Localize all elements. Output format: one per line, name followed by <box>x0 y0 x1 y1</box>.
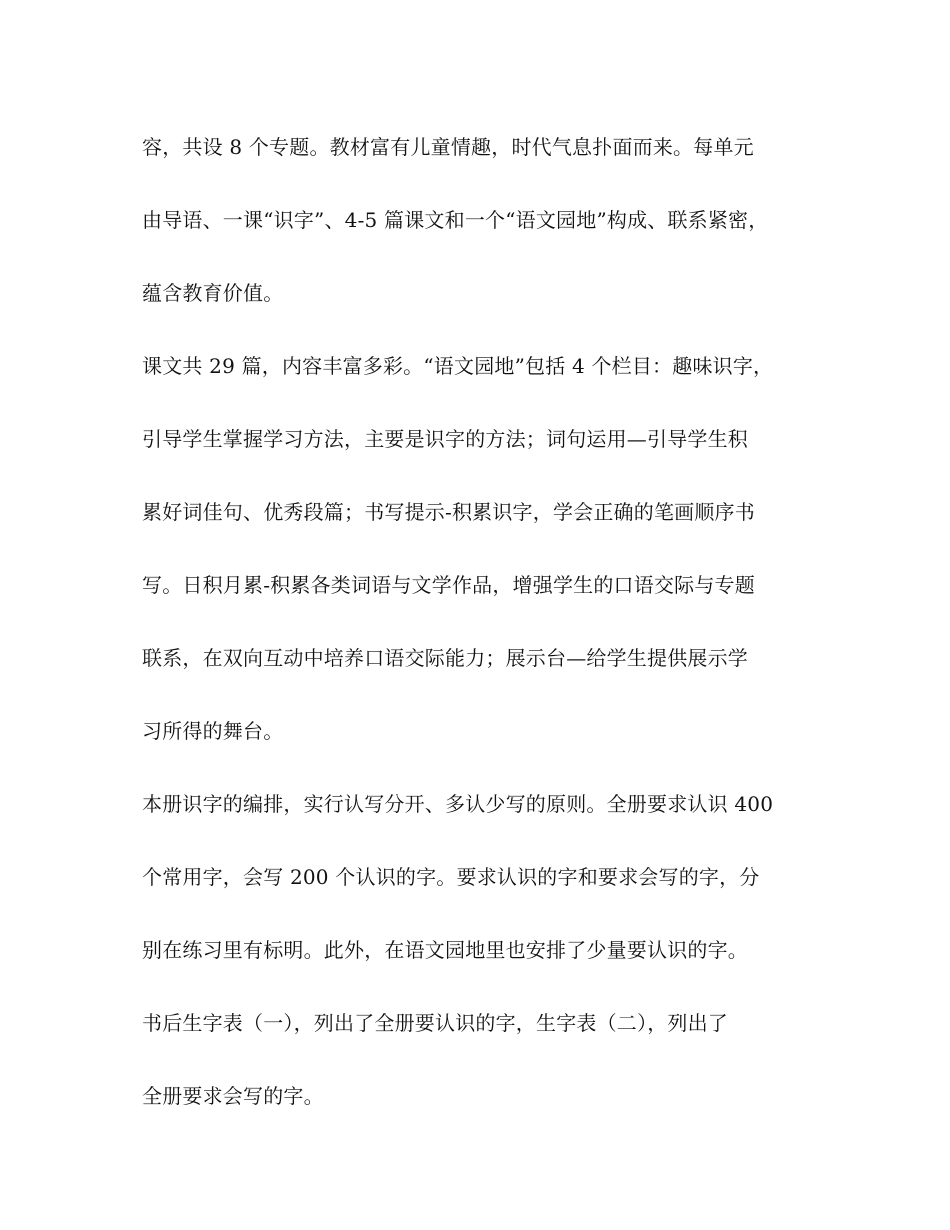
text-line: 由导语、一课“识字”、4-5 篇课文和一个“语文园地”构成、联系紧密， <box>142 208 769 232</box>
body-text <box>142 125 842 1147</box>
text-line: 课文共 29 篇，内容丰富多彩。“语文园地”包括 4 个栏目：趣味识字， <box>142 354 774 378</box>
text-line: 容，共设 8 个专题。教材富有儿童情趣，时代气息扑面而来。每单元 <box>142 135 754 159</box>
text-line: 习所得的舞台。 <box>142 719 284 743</box>
text-line: 书后生字表（一），列出了全册要认识的字，生字表（二），列出了 <box>142 1011 728 1035</box>
text-line: 蕴含教育价值。 <box>142 281 284 305</box>
text-line: 累好词佳句、优秀段篇；书写提示-积累识字，学会正确的笔画顺序书 <box>142 500 755 524</box>
text-line: 别在练习里有标明。此外，在语文园地里也安排了少量要认识的字。 <box>142 938 748 962</box>
text-line: 全册要求会写的字。 <box>142 1084 324 1108</box>
text-line: 个常用字，会写 200 个认识的字。要求认识的字和要求会写的字，分 <box>142 865 760 889</box>
text-line: 本册识字的编排，实行认写分开、多认少写的原则。全册要求认识 400 <box>142 792 774 816</box>
text-line: 写。日积月累-积累各类词语与文学作品，增强学生的口语交际与专题 <box>142 573 755 597</box>
text-line: 引导学生掌握学习方法，主要是识字的方法；词句运用—引导学生积 <box>142 427 748 451</box>
text-line: 联系，在双向互动中培养口语交际能力；展示台—给学生提供展示学 <box>142 646 748 670</box>
